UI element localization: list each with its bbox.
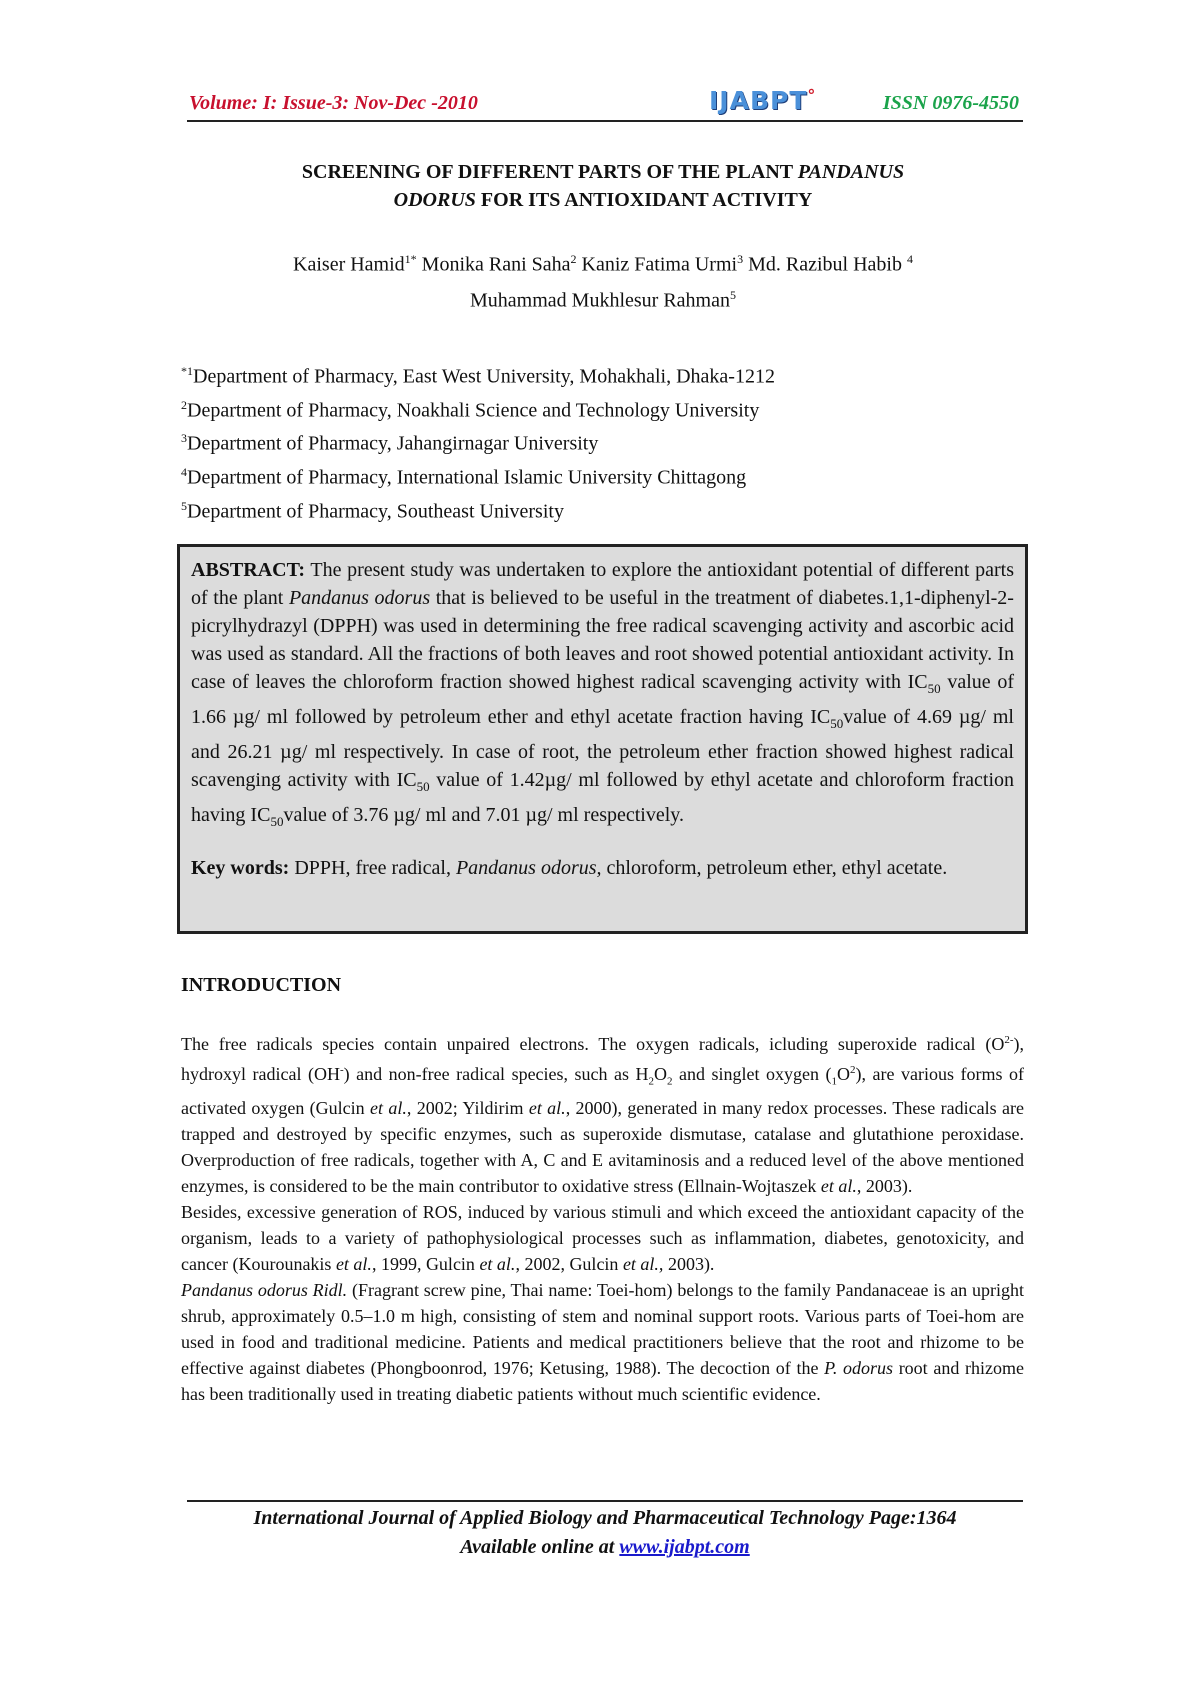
volume-issue: Volume: I: Issue-3: Nov-Dec -2010 bbox=[189, 92, 478, 114]
affiliation-item: $^5$Department of Pharmacy, Southeast University bbox=[181, 498, 564, 523]
page-header bbox=[187, 86, 1023, 122]
abstract-text: ABSTRACT: The present study was undertaken to explore the antioxidant potential of different parts of the plant Pandanus odorus that is believed to be useful in the treatment of diabetes.1,1-diphenyl-2-picrylhydrazyl (DPPH) was used in determining the free radical scavenging activity and ascorbic acid was used as standard. All the fractions of both leaves and root showed potential antioxidant activity. In case of leaves the chloroform fraction showed highest radical scavenging activity with $IC_{50}$ value of 1.66 µg/ ml followed by petroleum ether and ethyl acetate fraction having $IC_{50}value$ of 4.69 µg/ ml and 26.21 µg/ ml respectively. In case of root, the petroleum ether fraction showed highest radical scavenging activity with $IC_{50}$ value of 1.42µg/ ml followed by ethyl acetate and chloroform fraction having $IC_{50}value$ of 3.76 µg/ ml and 7.01 µg/ ml respectively. bbox=[191, 559, 1014, 829]
paragraph: Pandanus odorus Ridl. (Fragrant screw pine, Thai name: Toei-hom) belongs to the family Pandanaceae is an upright shrub, approximately 0.5–1.0 m high, consisting of stem and nominal support roots. Various parts of Toei-hom are used in food and traditional medicine. Patients and medical practitioners believe that the root and rhizome to be effective against diabetes (Phongboonrod, 1976; Ketusing, 1988). The decoction of the P. odorus root and rhizome has been traditionally used in treating diabetic patients without much scientific evidence. bbox=[181, 1279, 1025, 1404]
footer-journal: International Journal of Applied Biology and Pharmaceutical Technology Page:1364 bbox=[253, 1507, 957, 1529]
paper-title: SCREENING OF DIFFERENT PARTS OF THE PLANT PANDANUS ODORUS FOR ITS ANTIOXIDANT ACTIVITY bbox=[301, 161, 905, 211]
paragraph: The free radicals species contain unpaired electrons. The oxygen radicals, icluding superoxide radical $(O^{2-})$, hydroxyl radical (OH-) and non-free radical species, such as $H_2O_2$ and singlet oxygen $(_1O^2)$, are various forms of activated oxygen (Gulcin et al., 2002; Yildirim et al., 2000), generated in many redox processes. These radicals are trapped and destroyed by specific enzymes, such as superoxide dismutase, catalase and glutathione peroxidase. Overproduction of free radicals, together with A, C and E avitaminosis and a reduced level of the above mentioned enzymes, is considered to be the main contributor to oxidative stress (Ellnain-Wojtaszek et al., 2003). bbox=[181, 1034, 1024, 1196]
affiliations bbox=[181, 357, 1027, 525]
affiliation-item: $^{*1}$Department of Pharmacy, East West University, Mohakhali, Dhaka-1212 bbox=[181, 364, 775, 388]
affiliation-item: $^2$Department of Pharmacy, Noakhali Science and Technology University bbox=[181, 397, 760, 422]
footer-availability: Available online at www.ijabpt.com bbox=[460, 1536, 750, 1558]
introduction-body bbox=[181, 1027, 1024, 1407]
abstract-box bbox=[177, 544, 1028, 934]
affiliation-item: $^4$Department of Pharmacy, International Islamic University Chittagong bbox=[181, 464, 747, 489]
author-list: Kaiser Hamid$^{1*}$ Monika Rani Saha$^2$ Kaniz Fatima Urmi$^3$ Md. Razibul Habib $^4$ Muhammad Mukhlesur Rahman$^5$ bbox=[293, 252, 913, 312]
keywords: Key words: DPPH, free radical, Pandanus odorus, chloroform, petroleum ether, ethyl acetate. bbox=[191, 857, 948, 879]
paragraph: Besides, excessive generation of ROS, induced by various stimuli and which exceed the antioxidant capacity of the organism, leads to a variety of pathophysiological processes such as inflammation, diabetes, genotoxicity, and cancer (Kourounakis et al., 1999, Gulcin et al., 2002, Gulcin et al., 2003). bbox=[181, 1201, 1024, 1274]
affiliation-item: $^3$Department of Pharmacy, Jahangirnagar University bbox=[181, 431, 599, 455]
section-heading-introduction: INTRODUCTION bbox=[181, 974, 342, 996]
issn: ISSN 0976-4550 bbox=[882, 92, 1019, 114]
footer-divider bbox=[187, 1500, 1023, 1502]
journal-logo-icon: IJABPT° bbox=[709, 86, 817, 115]
page-footer bbox=[187, 1504, 1023, 1562]
journal-website-link[interactable]: www.ijabpt.com bbox=[619, 1536, 750, 1558]
